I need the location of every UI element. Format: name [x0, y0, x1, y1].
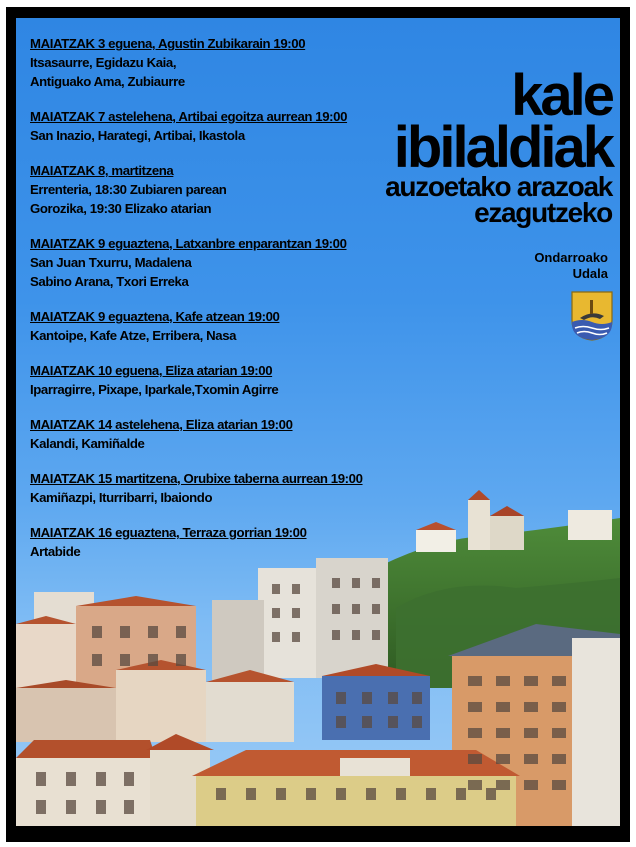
event-title: MAIATZAK 9 eguaztena, Latxanbre enparantzan 19:00: [30, 236, 347, 251]
event-item: [30, 361, 430, 399]
event-streets: Kalandi, Kamiñalde: [30, 436, 145, 451]
event-item: [30, 161, 430, 218]
event-streets: Artabide: [30, 544, 81, 559]
event-item: [30, 34, 430, 91]
event-title: MAIATZAK 14 astelehena, Eliza atarian 19:00: [30, 417, 293, 432]
event-title: MAIATZAK 8, martitzena: [30, 163, 174, 178]
organizer: [534, 250, 608, 282]
event-streets: Iparragirre, Pixape, Iparkale,Txomin Agirre: [30, 382, 279, 397]
headline-line-2: ibilaldiak: [393, 115, 612, 180]
event-streets: Antiguako Ama, Zubiaurre: [30, 74, 185, 89]
event-streets: Itsasaurre, Egidazu Kaia,: [30, 55, 177, 70]
organizer-line-1: Ondarroako: [534, 250, 608, 265]
event-title: MAIATZAK 15 martitzena, Orubixe taberna aurrean 19:00: [30, 471, 363, 486]
poster: [16, 18, 620, 826]
event-streets: Gorozika, 19:30 Elizako atarian: [30, 201, 212, 216]
headline-line-4: ezagutzeko: [474, 197, 612, 228]
event-title: MAIATZAK 3 eguena, Agustin Zubikarain 19:00: [30, 36, 306, 51]
event-title: MAIATZAK 10 eguena, Eliza atarian 19:00: [30, 363, 273, 378]
event-streets: San Juan Txurru, Madalena: [30, 255, 192, 270]
event-item: [30, 107, 430, 145]
event-title: MAIATZAK 16 eguaztena, Terraza gorrian 19:00: [30, 525, 307, 540]
town-hillside-photo: [16, 488, 620, 826]
event-item: [30, 234, 430, 291]
event-streets: San Inazio, Harategi, Artibai, Ikastola: [30, 128, 245, 143]
event-title: MAIATZAK 7 astelehena, Artibai egoitza aurrean 19:00: [30, 109, 348, 124]
event-streets: Kantoipe, Kafe Atze, Erribera, Nasa: [30, 328, 237, 343]
event-streets: Kamiñazpi, Iturribarri, Ibaiondo: [30, 490, 213, 505]
headline-line-3: auzoetako arazoak: [385, 171, 612, 202]
event-item: [30, 307, 430, 345]
headline-line-1: kale: [511, 63, 612, 128]
organizer-line-2: Udala: [572, 266, 608, 281]
ondarroa-coat-of-arms-icon: [570, 290, 614, 342]
bottom-border: [6, 836, 630, 842]
event-streets: Errenteria, 18:30 Zubiaren parean: [30, 182, 227, 197]
event-streets: Sabino Arana, Txori Erreka: [30, 274, 189, 289]
event-item: [30, 415, 430, 453]
poster-headline: [385, 63, 612, 228]
event-title: MAIATZAK 9 eguaztena, Kafe atzean 19:00: [30, 309, 280, 324]
